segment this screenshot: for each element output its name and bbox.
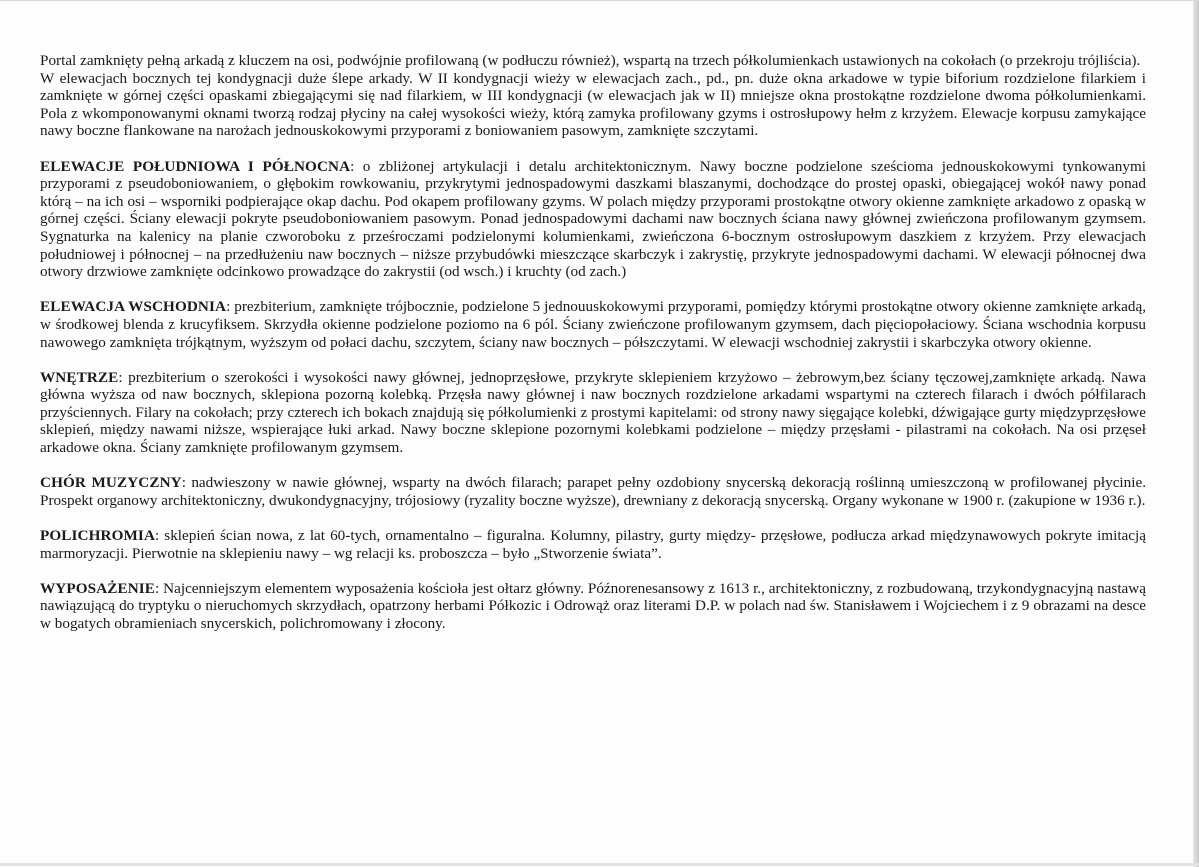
- section-text: : prezbiterium o szerokości i wysokości nawy głównej, jednoprzęsłowe, przykryte sklepieniem krzyżowo – żebrowym,bez ściany tęczowej,zamknięte arkadą. Nawa główna wyższa od naw bocznych, sklepiona pozorną kolebką. Przęsła nawy głównej i naw bocznych rozdzielone arkadami wspartymi na czterech filarach i dwóch półfilarach przyściennych. Filary na cokołach; przy czterech ich bokach znajdują się półkolumienki z prostymi kapitelami: od strony nawy sięgające kolebki, dźwigające gurty międzyprzęsłowe sklepień, między nawami niższe, wspierające łuki arkad. Nawy boczne sklepione pozornymi kolebkami podzielone – między przęsłami - pilastrami na cokołach. Na osi przęseł arkadowe okna. Ściany zamknięte profilowanym gzymsem.: [40, 368, 1146, 457]
- section-heading: WNĘTRZE: [40, 368, 119, 386]
- intro-portal-text: Portal zamknięty pełną arkadą z kluczem na osi, podwójnie profilowaną (w podłuczu również), wspartą na trzech półkolumienkach ustawionych na cokołach (o przekroju trójliścia).: [40, 52, 1141, 69]
- section-text: : o zbliżonej artykulacji i detalu architektonicznym. Nawy boczne podzielone sześcioma jednouskokowymi tynkowanymi przyporami z pseudoboniowaniem, o głębokim rowkowaniu, przykrytymi jednospadowymi daszkami blaszanymi, dochodzące do prostej opaski, obiegającej wokół nawy ponad którą – na ich osi – wsporniki podpierające okap dachu. Pod okapem profilowany gzyms. W polach między przyporami prostokątne otwory okienne zamknięte arkadowo z opaską w górnej części. Ściany elewacji pokryte pseudoboniowaniem pasowym. Ponad jednospadowymi dachami naw bocznych ściana nawy głównej zwieńczona profilowanym gzymsem. Sygnaturka na kalenicy na planie czworoboku z prześroczami podzielonymi kolumienkami, zwieńczona 6-bocznym ostrosłupowym daszkiem z krzyżem. Przy elewacjach południowej i północnej – na przedłużeniu naw bocznych – niższe przybudówki mieszczące skarbczyk i zakrystię, przykryte jednospadowymi dachami. W elewacji północnej dwa otwory drzwiowe zamknięte odcinkowo prowadzące do zakrystii (od wsch.) i kruchty (od zach.): [40, 157, 1146, 281]
- section-heading: CHÓR MUZYCZNY: [40, 474, 182, 492]
- section-interior: [40, 369, 1146, 457]
- section-text: : nadwieszony w nawie głównej, wsparty na dwóch filarach; parapet pełny ozdobiony snycerską dekoracją roślinną umieszczoną w profilowanej płycinie. Prospekt organowy architektoniczny, dwukondygnacyjny, trójosiowy (ryzality boczne wyższe), drewniany z dekoracją snycerską. Organy wykonane w 1900 r. (zakupione w 1936 r.).: [40, 474, 1147, 509]
- section-text: : Najcenniejszym elementem wyposażenia kościoła jest ołtarz główny. Późnorenesansowy z 1613 r., architektoniczny, z rozbudowaną, trzykondygnacyjną nastawą nawiązującą do tryptyku o nieruchomych skrzydłach, opatrzony herbami Półkozic i Odrowąż oraz literami D.P. w polach nad św. Stanisławem i Wojciechem i z 9 obrazami na desce w bogatych obramieniach snycerskich, polichromowany i złocony.: [40, 579, 1146, 632]
- section-text: : prezbiterium, zamknięte trójbocznie, podzielone 5 jednouuskokowymi przyporami, pomiędzy którymi prostokątne otwory okienne zamknięte arkadą, w środkowej blenda z krucyfiksem. Skrzydła okienne podzielone poziomo na 6 pól. Ściany zwieńczone profilowanym gzymsem, dach pięciopołaciowy. Ściana wschodnia korpusu nawowego zamknięta trójkątnym, wyższym od połaci dachu, szczytem, ściany naw bocznych – półszczytami. W elewacji wschodniej zakrystii i skarbczyka otwory okienne.: [40, 298, 1146, 351]
- document-body: [40, 52, 1146, 650]
- section-heading: ELEWACJE POŁUDNIOWA I PÓŁNOCNA: [40, 157, 351, 175]
- scan-right-edge: [1193, 1, 1199, 867]
- section-choir-loft: [40, 474, 1146, 509]
- section-polychrome: [40, 527, 1146, 562]
- section-text: : sklepień ścian nowa, z lat 60-tych, ornamentalno – figuralna. Kolumny, pilastry, gurty między- przęsłowe, podłucza arkad międzynawowych pokryte imitacją marmoryzacji. Pierwotnie na sklepieniu nawy – wg relacji ks. proboszcza – było „Stworzenie świata”.: [40, 527, 1146, 562]
- section-furnishings: [40, 580, 1146, 633]
- section-heading: POLICHROMIA: [40, 527, 156, 545]
- section-heading: ELEWACJA WSCHODNIA: [40, 298, 227, 316]
- intro-elevations-text: W elewacjach bocznych tej kondygnacji duże ślepe arkady. W II kondygnacji wieży w elewacjach zach., pd., pn. duże okna arkadowe w typie biforium rozdzielone filarkiem i zamknięte w górnej części opaskami zbiegającymi się nad filarkiem, w III kondygnacji (w elewacjach jak w II) mniejsze okna prostokątne rozdzielone dwoma półkolumienkami. Pola z wkomponowanymi oknami tworzą rodzaj płyciny na całej wysokości wieży, którą zamyka profilowany gzyms i ostrosłupowy hełm z krzyżem. Elewacje korpusu zamykające nawy boczne flankowane na narożach jednouskokowymi przyporami z boniowaniem pasowym, zamknięte szczytami.: [40, 69, 1146, 140]
- section-elevation-east: [40, 298, 1146, 351]
- intro-paragraph: [40, 52, 1146, 140]
- section-heading: WYPOSAŻENIE: [40, 579, 156, 597]
- section-elevations-south-north: [40, 158, 1146, 281]
